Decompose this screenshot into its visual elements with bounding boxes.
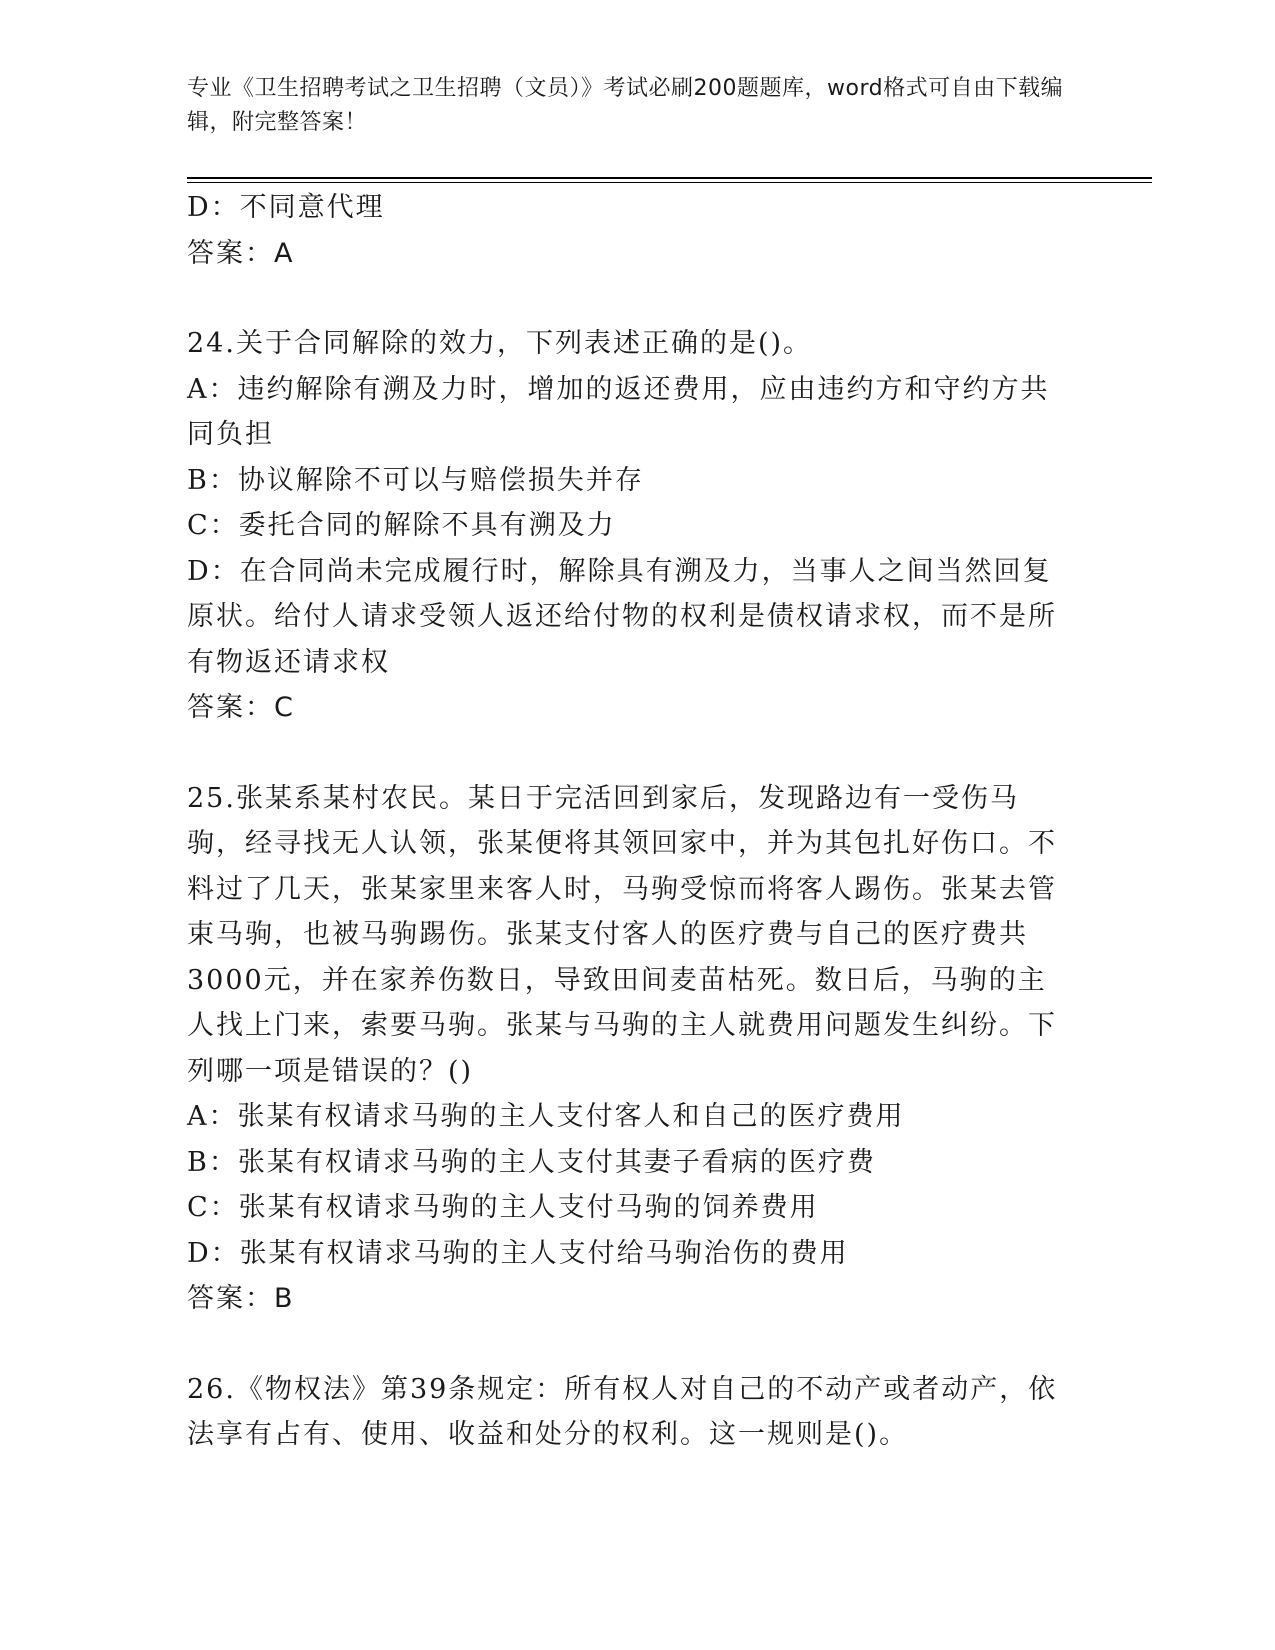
spacer	[187, 276, 1067, 321]
option-d: D：在合同尚未完成履行时，解除具有溯及力，当事人之间当然回复原状。给付人请求受领人返还给付物的权利是债权请求权，而不是所有物返还请求权	[187, 555, 1057, 678]
question-stem: 26.《物权法》第39条规定：所有权人对自己的不动产或者动产，依法享有占有、使用、收益和处分的权利。这一规则是()。	[187, 1373, 1058, 1450]
option-b: B：张某有权请求马驹的主人支付其妻子看病的医疗费	[187, 1146, 876, 1178]
header-rule-thin	[187, 182, 1152, 183]
prev-answer: 答案：A	[187, 237, 295, 269]
header-rule-thick	[187, 177, 1152, 179]
question-26	[187, 1367, 1067, 1458]
option-a: A：违约解除有溯及力时，增加的返还费用，应由违约方和守约方共同负担	[187, 373, 1050, 450]
spacer	[187, 1322, 1067, 1367]
page-header: 专业《卫生招聘考试之卫生招聘（文员）》考试必刷200题题库，word格式可自由下载编辑，附完整答案！	[187, 76, 1064, 135]
question-24	[187, 321, 1067, 731]
question-stem: 24.关于合同解除的效力，下列表述正确的是()。	[187, 328, 813, 359]
question-25	[187, 776, 1067, 1322]
answer: 答案：C	[187, 692, 295, 723]
question-stem: 25.张某系某村农民。某日于完活回到家后，发现路边有一受伤马驹，经寻找无人认领，张某便将其领回家中，并为其包扎好伤口。不料过了几天，张某家里来客人时，马驹受惊而将客人踢伤。张某去管束马驹，也被马驹踢伤。张某支付客人的医疗费与自己的医疗费共3000元，并在家养伤数日，导致田间麦苗枯死。数日后，马驹的主人找上门来，索要马驹。张某与马驹的主人就费用问题发生纠纷。下列哪一项是错误的？()	[187, 782, 1057, 1087]
option-c: C：张某有权请求马驹的主人支付马驹的饲养费用	[187, 1192, 819, 1223]
spacer	[187, 731, 1067, 776]
question-content	[187, 185, 1067, 1458]
answer: 答案：B	[187, 1283, 295, 1314]
option-d: D：张某有权请求马驹的主人支付给马驹治伤的费用	[187, 1237, 849, 1269]
option-b: B：协议解除不可以与赔偿损失并存	[187, 464, 644, 496]
option-a: A：张某有权请求马驹的主人支付客人和自己的医疗费用	[187, 1101, 905, 1132]
prev-option-d: D：不同意代理	[187, 192, 385, 223]
option-c: C：委托合同的解除不具有溯及力	[187, 510, 616, 541]
